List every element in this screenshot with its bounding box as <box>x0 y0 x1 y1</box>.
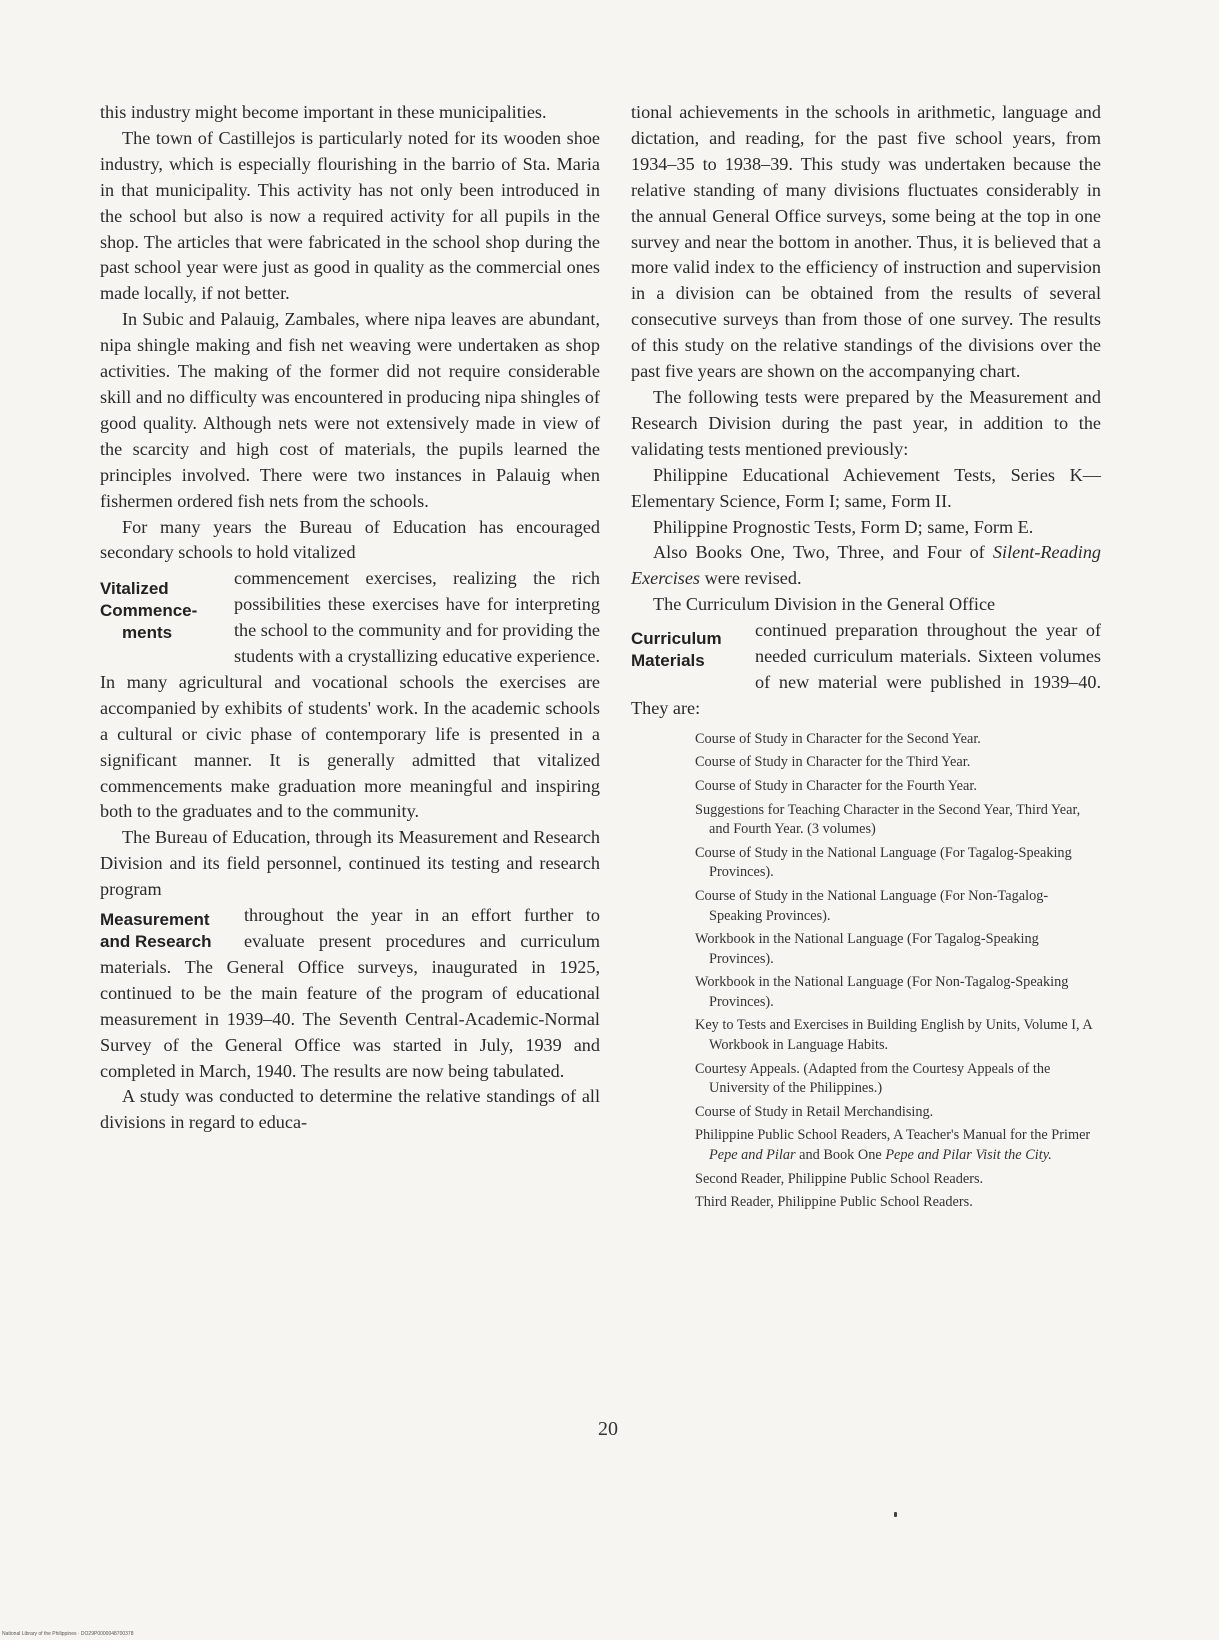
measurement-section <box>100 903 600 1084</box>
list-item: Courtesy Appeals. (Adapted from the Courtesy Appeals of the University of the Philippines.) <box>695 1060 1051 1097</box>
paragraph: The town of Castillejos is particularly noted for its wooden shoe industry, which is especially flourishing in the barrio of Sta. Maria in that municipality. This activity has not only been introduced in the school but also is now a required activity for all pupils in the shop. The articles that were fabricated in the school shop during the past school year were just as good in quality as the commercial ones made locally, if not better. <box>100 127 600 304</box>
paragraph: For many years the Bureau of Education has encouraged secondary schools to hold vitalized <box>100 516 600 563</box>
list-item: Course of Study in the National Language (For Non-Tagalog-Speaking Provinces). <box>695 887 1049 924</box>
paragraph: throughout the year in an effort further to evaluate present procedures and curriculum materials. The General Office surveys, inaugurated in 1925, continued to be the main feature of the program of educational measurement in 1939–40. The Seventh Central-Academic-Normal Survey of the General Office was started in July, 1939 and completed in March, 1940. The results are now being tabulated. <box>100 905 600 1081</box>
list-item: Course of Study in Character for the Second Year. <box>695 730 981 747</box>
vitalized-section <box>100 566 600 825</box>
paragraph: The following tests were prepared by the Measurement and Research Division during the past year, in addition to the validating tests mentioned previously: <box>631 386 1101 459</box>
list-item: Course of Study in Retail Merchandising. <box>695 1103 934 1120</box>
publication-list <box>695 730 1101 1213</box>
left-column <box>100 100 600 1136</box>
paragraph: In Subic and Palauig, Zambales, where nipa leaves are abundant, nipa shingle making and fish net weaving were undertaken as shop activities. The making of the former did not require considerable skill and no difficulty was encountered in producing nipa shingles of good quality. Although nets were not extensively made in view of the scarcity and high cost of materials, the pupils learned the principles involved. There were two instances in Palauig when fishermen ordered fish nets from the schools. <box>100 309 600 511</box>
paragraph: Also Books One, Two, Three, and Four of Silent-Reading Exercises were revised. <box>631 542 1102 589</box>
paragraph: The Bureau of Education, through its Measurement and Research Division and its field personnel, continued its testing and research program <box>100 827 600 900</box>
paragraph: tional achievements in the schools in arithmetic, language and dictation, and reading, for the past five school years, from 1934–35 to 1938–39. This study was undertaken because the relative standing of many divisions fluctuates considerably in the annual General Office surveys, some being at the top in one survey and near the bottom in another. Thus, it is believed that a more valid index to the efficiency of instruction and supervision in a division can be obtained from the results of several consecutive surveys than from those of one survey. The results of this study on the relative standings of the divisions over the past five years are shown on the accompanying chart. <box>631 102 1101 382</box>
ink-speck <box>894 1512 897 1517</box>
scan-footer: National Library of the Philippines · DO29P0000048700378 <box>2 1631 134 1637</box>
paragraph: Philippine Educational Achievement Tests, Series K—Elementary Science, Form I; same, Form II. <box>631 464 1101 511</box>
right-column <box>631 100 1101 1217</box>
side-heading-measurement-research: Measurement and Research <box>100 910 212 952</box>
paragraph: continued preparation throughout the year of needed curriculum materials. Sixteen volumes of new material were published in 1939–40. They are: <box>631 620 1101 718</box>
list-item: Course of Study in the National Language (For Tagalog-Speaking Provinces). <box>695 844 1072 881</box>
paragraph: The Curriculum Division in the General Office <box>653 594 996 615</box>
page-number: 20 <box>598 1418 618 1440</box>
list-item: Workbook in the National Language (For Non-Tagalog-Speaking Provinces). <box>695 974 1069 1010</box>
list-item: Course of Study in Character for the Third Year. <box>695 754 971 771</box>
list-item: Workbook in the National Language (For Tagalog-Speaking Provinces). <box>695 931 1039 967</box>
curriculum-section <box>631 618 1101 722</box>
side-heading-curriculum-materials: Curriculum Materials <box>631 629 722 671</box>
paragraph: this industry might become important in these municipalities. <box>100 102 547 122</box>
book-title: Silent-Reading Exercises <box>631 542 1102 589</box>
list-item: Suggestions for Teaching Character in the Second Year, Third Year, and Fourth Year. (3 volumes) <box>695 801 1081 838</box>
side-heading-vitalized-commencements: Vitalized Commence- ments <box>100 579 198 643</box>
paragraph: A study was conducted to determine the relative standings of all divisions in regard to educa- <box>100 1086 600 1133</box>
list-item: Second Reader, Philippine Public School Readers. <box>695 1170 984 1187</box>
list-item: Third Reader, Philippine Public School Readers. <box>695 1194 973 1211</box>
list-item: Philippine Public School Readers, A Teacher's Manual for the Primer Pepe and Pilar and Book One Pepe and Pilar Visit the City. <box>695 1127 1091 1164</box>
list-item: Key to Tests and Exercises in Building English by Units, Volume I, A Workbook in Language Habits. <box>695 1017 1092 1054</box>
paragraph: Philippine Prognostic Tests, Form D; same, Form E. <box>653 516 1034 537</box>
list-item: Course of Study in Character for the Fourth Year. <box>695 777 977 794</box>
paragraph: commencement exercises, realizing the rich possibilities these exercises have for interpreting the school to the community and for providing the students with a crystallizing educative experience. In many agricultural and vocational schools the exercises are accompanied by exhibits of students' work. In the academic schools a cultural or civic phase of contemporary life is presented in a significant manner. It is generally admitted that vitalized commencements make graduation more meaningful and inspiring both to the graduates and to the community. <box>100 568 600 822</box>
